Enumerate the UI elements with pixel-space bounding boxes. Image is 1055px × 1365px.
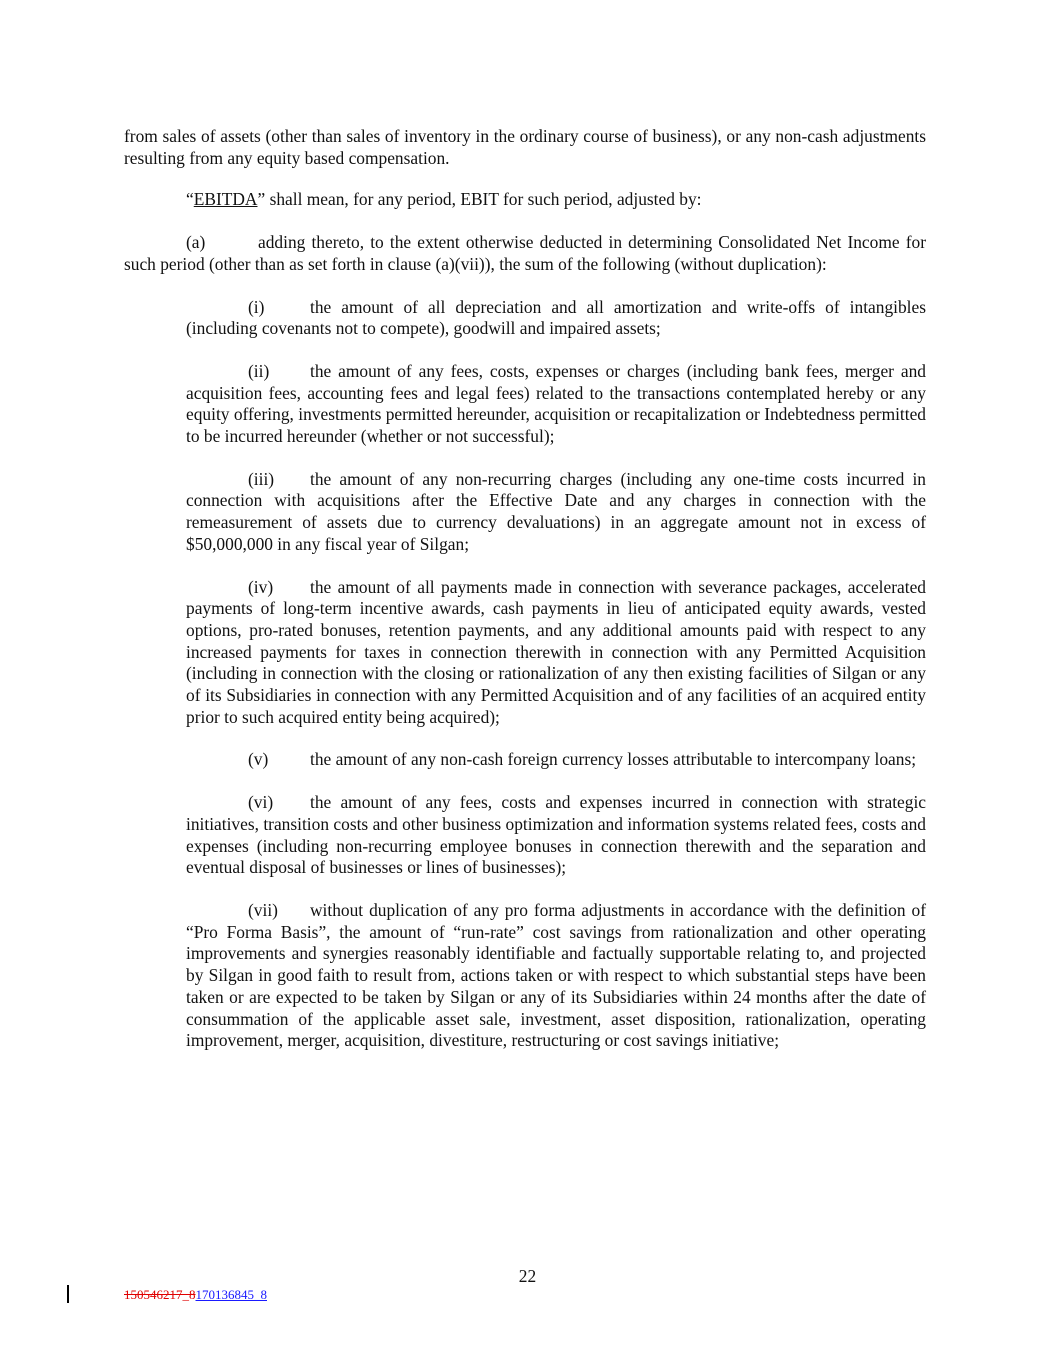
clause-item-text: the amount of any non-cash foreign currency losses attributable to intercompany loans; (310, 749, 917, 770)
clause-item-text: the amount of any fees, costs, expenses or charges (including bank fees, merger and acquisition fees, accounting fees and legal fees) related to the transactions contemplated hereby or any equity offering, investments permitted hereunder, acquisition or recapitalization or Indebtedness permitted to be incurred hereunder (whether or not successful); (186, 360, 926, 447)
clause-item-label: (vii) (248, 899, 278, 920)
clause-item-label: (iii) (248, 468, 275, 489)
clause-item-label: (vi) (248, 792, 274, 813)
deleted-doc-id: 150546217_8 (124, 1287, 196, 1302)
clause-a-text: adding thereto, to the extent otherwise deducted in determining Consolidated Net Income for such period (other than as set forth in clause (a)(vii)), the sum of the following (without duplication): (124, 232, 926, 274)
clause-item-iv (186, 577, 926, 729)
revision-change-bar (67, 1285, 69, 1303)
clause-item-vii (186, 900, 926, 1052)
clause-item-i (186, 297, 926, 340)
clause-a (124, 232, 926, 275)
clause-item-text: without duplication of any pro forma adjustments in accordance with the definition of “Pro Forma Basis”, the amount of “run-rate” cost savings from rationalization and other operating improvements and synergies reasonably identifiable and factually supportable relating to, and projected by Silgan in good faith to result from, actions taken or with respect to which substantial steps have been taken or are expected to be taken by Silgan or any of its Subsidiaries within 24 months after the date of consummation of the applicable asset sale, investment, asset disposition, rationalization, operating improvement, merger, acquisition, divestiture, restructuring or cost savings initiative; (186, 899, 926, 1051)
open-quote: “ (186, 189, 194, 210)
clause-item-label: (ii) (248, 360, 270, 381)
clause-item-iii (186, 469, 926, 556)
clause-item-vi (186, 792, 926, 879)
clause-item-text: the amount of any non-recurring charges (including any one-time costs incurred in connection with acquisitions after the Effective Date and any charges in connection with the remeasurement of assets due to currency devaluations) in an aggregate amount not in excess of $50,000,000 in any fiscal year of Silgan; (186, 468, 926, 554)
clause-item-ii (186, 361, 926, 448)
clause-item-text: the amount of all payments made in connection with severance packages, accelerated payments of long-term incentive awards, cash payments in lieu of anticipated equity awards, vested options, pro-rated bonuses, retention payments, and any additional amounts paid with respect to any increased payments for taxes in connection therewith in connection with any Permitted Acquisition (including in connection with the closing or rationalization of any then existing facilities of Silgan or any of its Subsidiaries in connection with any Permitted Acquisition and of any facilities of an acquired entity prior to such acquired entity being acquired); (186, 576, 926, 727)
definition-text: ” shall mean, for any period, EBIT for such period, adjusted by: (257, 189, 702, 210)
clause-item-label: (i) (248, 296, 265, 317)
page-number: 22 (518, 1266, 537, 1286)
clause-a-label: (a) (186, 232, 206, 253)
document-body (124, 126, 926, 1073)
defined-term: EBITDA (193, 189, 258, 210)
clause-item-text: the amount of any fees, costs and expenses incurred in connection with strategic initiatives, transition costs and other business optimization and information systems related fees, costs and expenses (including non-recurring employee bonuses in connection therewith and the separation and eventual disposal of businesses or lines of businesses); (186, 792, 926, 878)
clause-item-label: (v) (248, 749, 269, 770)
clause-item-label: (iv) (248, 576, 274, 597)
ebitda-definition (124, 189, 926, 211)
inserted-doc-id: 170136845_8 (195, 1287, 267, 1302)
clause-item-text: the amount of all depreciation and all amortization and write-offs of intangibles (including covenants not to compete), goodwill and impaired assets; (186, 296, 926, 339)
clause-item-v (186, 749, 926, 771)
intro-paragraph: from sales of assets (other than sales of inventory in the ordinary course of business), or any non-cash adjustments resulting from any equity based compensation. (124, 126, 926, 168)
document-id (124, 1287, 267, 1303)
